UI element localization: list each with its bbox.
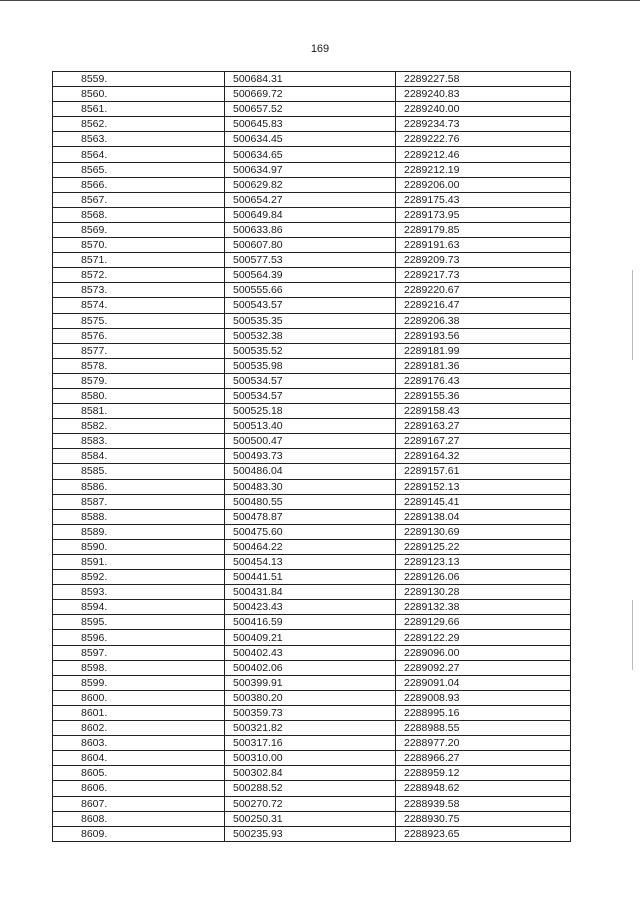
point-number-cell: 8602.: [53, 721, 225, 736]
y-coordinate-cell: 2289181.99: [396, 343, 571, 358]
point-number-cell: 8567.: [53, 192, 225, 207]
y-coordinate-cell: 2289123.13: [396, 555, 571, 570]
point-number-cell: 8559.: [53, 72, 225, 87]
point-number-cell: 8581.: [53, 404, 225, 419]
point-number-cell: 8604.: [53, 751, 225, 766]
table-row: [53, 358, 571, 373]
table-row: [53, 87, 571, 102]
y-coordinate-cell: 2289129.66: [396, 615, 571, 630]
point-number-cell: 8560.: [53, 87, 225, 102]
y-coordinate-cell: 2289008.93: [396, 690, 571, 705]
point-number-cell: 8583.: [53, 434, 225, 449]
y-coordinate-cell: 2288930.75: [396, 811, 571, 826]
point-number-cell: 8584.: [53, 449, 225, 464]
scan-margin-mark: [632, 600, 633, 670]
x-coordinate-cell: 500431.84: [225, 585, 396, 600]
x-coordinate-cell: 500409.21: [225, 630, 396, 645]
point-number-cell: 8590.: [53, 539, 225, 554]
table-row: [53, 736, 571, 751]
x-coordinate-cell: 500535.98: [225, 358, 396, 373]
point-number-cell: 8572.: [53, 268, 225, 283]
x-coordinate-cell: 500532.38: [225, 328, 396, 343]
point-number-cell: 8587.: [53, 494, 225, 509]
point-number-cell: 8580.: [53, 388, 225, 403]
coordinates-table: [52, 71, 571, 842]
x-coordinate-cell: 500359.73: [225, 705, 396, 720]
y-coordinate-cell: 2289163.27: [396, 419, 571, 434]
point-number-cell: 8598.: [53, 660, 225, 675]
table-row: [53, 539, 571, 554]
y-coordinate-cell: 2289157.61: [396, 464, 571, 479]
x-coordinate-cell: 500416.59: [225, 615, 396, 630]
x-coordinate-cell: 500493.73: [225, 449, 396, 464]
table-row: [53, 388, 571, 403]
y-coordinate-cell: 2289155.36: [396, 388, 571, 403]
scan-margin-mark: [632, 270, 633, 360]
x-coordinate-cell: 500534.57: [225, 388, 396, 403]
table-row: [53, 660, 571, 675]
table-row: [53, 555, 571, 570]
y-coordinate-cell: 2289138.04: [396, 509, 571, 524]
y-coordinate-cell: 2288948.62: [396, 781, 571, 796]
x-coordinate-cell: 500649.84: [225, 207, 396, 222]
x-coordinate-cell: 500317.16: [225, 736, 396, 751]
table-row: [53, 373, 571, 388]
table-row: [53, 811, 571, 826]
point-number-cell: 8595.: [53, 615, 225, 630]
y-coordinate-cell: 2289175.43: [396, 192, 571, 207]
point-number-cell: 8597.: [53, 645, 225, 660]
table-row: [53, 585, 571, 600]
y-coordinate-cell: 2289173.95: [396, 207, 571, 222]
y-coordinate-cell: 2289193.56: [396, 328, 571, 343]
point-number-cell: 8570.: [53, 238, 225, 253]
point-number-cell: 8582.: [53, 419, 225, 434]
point-number-cell: 8591.: [53, 555, 225, 570]
table-row: [53, 434, 571, 449]
point-number-cell: 8599.: [53, 675, 225, 690]
point-number-cell: 8593.: [53, 585, 225, 600]
x-coordinate-cell: 500535.35: [225, 313, 396, 328]
x-coordinate-cell: 500480.55: [225, 494, 396, 509]
point-number-cell: 8569.: [53, 222, 225, 237]
y-coordinate-cell: 2289091.04: [396, 675, 571, 690]
point-number-cell: 8589.: [53, 524, 225, 539]
x-coordinate-cell: 500235.93: [225, 826, 396, 841]
y-coordinate-cell: 2289096.00: [396, 645, 571, 660]
point-number-cell: 8605.: [53, 766, 225, 781]
table-row: [53, 132, 571, 147]
x-coordinate-cell: 500564.39: [225, 268, 396, 283]
table-row: [53, 826, 571, 841]
table-row: [53, 177, 571, 192]
x-coordinate-cell: 500478.87: [225, 509, 396, 524]
table-row: [53, 268, 571, 283]
point-number-cell: 8562.: [53, 117, 225, 132]
table-row: [53, 313, 571, 328]
point-number-cell: 8588.: [53, 509, 225, 524]
x-coordinate-cell: 500669.72: [225, 87, 396, 102]
x-coordinate-cell: 500633.86: [225, 222, 396, 237]
coordinates-table-body: [53, 72, 571, 842]
point-number-cell: 8578.: [53, 358, 225, 373]
point-number-cell: 8594.: [53, 600, 225, 615]
x-coordinate-cell: 500302.84: [225, 766, 396, 781]
y-coordinate-cell: 2289132.38: [396, 600, 571, 615]
table-row: [53, 630, 571, 645]
x-coordinate-cell: 500634.65: [225, 147, 396, 162]
x-coordinate-cell: 500525.18: [225, 404, 396, 419]
y-coordinate-cell: 2289130.69: [396, 524, 571, 539]
y-coordinate-cell: 2289130.28: [396, 585, 571, 600]
table-row: [53, 162, 571, 177]
y-coordinate-cell: 2289240.00: [396, 102, 571, 117]
y-coordinate-cell: 2289145.41: [396, 494, 571, 509]
table-row: [53, 479, 571, 494]
table-row: [53, 524, 571, 539]
y-coordinate-cell: 2289220.67: [396, 283, 571, 298]
table-row: [53, 509, 571, 524]
table-row: [53, 690, 571, 705]
y-coordinate-cell: 2289158.43: [396, 404, 571, 419]
point-number-cell: 8563.: [53, 132, 225, 147]
y-coordinate-cell: 2288923.65: [396, 826, 571, 841]
x-coordinate-cell: 500250.31: [225, 811, 396, 826]
y-coordinate-cell: 2289152.13: [396, 479, 571, 494]
table-row: [53, 102, 571, 117]
x-coordinate-cell: 500402.43: [225, 645, 396, 660]
y-coordinate-cell: 2289212.46: [396, 147, 571, 162]
y-coordinate-cell: 2289216.47: [396, 298, 571, 313]
y-coordinate-cell: 2289240.83: [396, 87, 571, 102]
table-row: [53, 494, 571, 509]
point-number-cell: 8609.: [53, 826, 225, 841]
x-coordinate-cell: 500555.66: [225, 283, 396, 298]
x-coordinate-cell: 500500.47: [225, 434, 396, 449]
x-coordinate-cell: 500399.91: [225, 675, 396, 690]
point-number-cell: 8596.: [53, 630, 225, 645]
top-rule: [0, 0, 640, 1]
table-row: [53, 464, 571, 479]
table-row: [53, 253, 571, 268]
x-coordinate-cell: 500543.57: [225, 298, 396, 313]
table-row: [53, 117, 571, 132]
point-number-cell: 8592.: [53, 570, 225, 585]
table-row: [53, 298, 571, 313]
point-number-cell: 8603.: [53, 736, 225, 751]
point-number-cell: 8576.: [53, 328, 225, 343]
x-coordinate-cell: 500534.57: [225, 373, 396, 388]
table-row: [53, 404, 571, 419]
page-number: 169: [310, 43, 330, 55]
x-coordinate-cell: 500634.45: [225, 132, 396, 147]
x-coordinate-cell: 500684.31: [225, 72, 396, 87]
x-coordinate-cell: 500483.30: [225, 479, 396, 494]
table-row: [53, 615, 571, 630]
y-coordinate-cell: 2289126.06: [396, 570, 571, 585]
y-coordinate-cell: 2288995.16: [396, 705, 571, 720]
table-row: [53, 283, 571, 298]
table-row: [53, 222, 571, 237]
table-row: [53, 192, 571, 207]
x-coordinate-cell: 500464.22: [225, 539, 396, 554]
table-row: [53, 645, 571, 660]
y-coordinate-cell: 2289234.73: [396, 117, 571, 132]
table-row: [53, 766, 571, 781]
y-coordinate-cell: 2289176.43: [396, 373, 571, 388]
table-row: [53, 147, 571, 162]
point-number-cell: 8585.: [53, 464, 225, 479]
point-number-cell: 8586.: [53, 479, 225, 494]
table-row: [53, 721, 571, 736]
table-row: [53, 72, 571, 87]
x-coordinate-cell: 500402.06: [225, 660, 396, 675]
y-coordinate-cell: 2288977.20: [396, 736, 571, 751]
x-coordinate-cell: 500310.00: [225, 751, 396, 766]
x-coordinate-cell: 500475.60: [225, 524, 396, 539]
table-row: [53, 600, 571, 615]
table-row: [53, 570, 571, 585]
x-coordinate-cell: 500380.20: [225, 690, 396, 705]
table-row: [53, 705, 571, 720]
x-coordinate-cell: 500629.82: [225, 177, 396, 192]
y-coordinate-cell: 2289164.32: [396, 449, 571, 464]
x-coordinate-cell: 500454.13: [225, 555, 396, 570]
point-number-cell: 8564.: [53, 147, 225, 162]
point-number-cell: 8573.: [53, 283, 225, 298]
point-number-cell: 8600.: [53, 690, 225, 705]
table-row: [53, 751, 571, 766]
x-coordinate-cell: 500441.51: [225, 570, 396, 585]
point-number-cell: 8608.: [53, 811, 225, 826]
table-row: [53, 675, 571, 690]
y-coordinate-cell: 2289092.27: [396, 660, 571, 675]
x-coordinate-cell: 500634.97: [225, 162, 396, 177]
y-coordinate-cell: 2288966.27: [396, 751, 571, 766]
x-coordinate-cell: 500423.43: [225, 600, 396, 615]
table-row: [53, 328, 571, 343]
y-coordinate-cell: 2288988.55: [396, 721, 571, 736]
x-coordinate-cell: 500513.40: [225, 419, 396, 434]
table-row: [53, 449, 571, 464]
x-coordinate-cell: 500321.82: [225, 721, 396, 736]
y-coordinate-cell: 2289125.22: [396, 539, 571, 554]
x-coordinate-cell: 500645.83: [225, 117, 396, 132]
point-number-cell: 8577.: [53, 343, 225, 358]
table-row: [53, 207, 571, 222]
y-coordinate-cell: 2288939.58: [396, 796, 571, 811]
x-coordinate-cell: 500657.52: [225, 102, 396, 117]
table-row: [53, 238, 571, 253]
y-coordinate-cell: 2288959.12: [396, 766, 571, 781]
point-number-cell: 8568.: [53, 207, 225, 222]
y-coordinate-cell: 2289181.36: [396, 358, 571, 373]
x-coordinate-cell: 500270.72: [225, 796, 396, 811]
x-coordinate-cell: 500577.53: [225, 253, 396, 268]
table-row: [53, 343, 571, 358]
y-coordinate-cell: 2289217.73: [396, 268, 571, 283]
point-number-cell: 8565.: [53, 162, 225, 177]
y-coordinate-cell: 2289167.27: [396, 434, 571, 449]
x-coordinate-cell: 500288.52: [225, 781, 396, 796]
y-coordinate-cell: 2289222.76: [396, 132, 571, 147]
x-coordinate-cell: 500535.52: [225, 343, 396, 358]
table-row: [53, 796, 571, 811]
point-number-cell: 8571.: [53, 253, 225, 268]
point-number-cell: 8574.: [53, 298, 225, 313]
y-coordinate-cell: 2289206.00: [396, 177, 571, 192]
table-row: [53, 781, 571, 796]
x-coordinate-cell: 500486.04: [225, 464, 396, 479]
point-number-cell: 8606.: [53, 781, 225, 796]
y-coordinate-cell: 2289209.73: [396, 253, 571, 268]
y-coordinate-cell: 2289206.38: [396, 313, 571, 328]
point-number-cell: 8607.: [53, 796, 225, 811]
x-coordinate-cell: 500607.80: [225, 238, 396, 253]
y-coordinate-cell: 2289212.19: [396, 162, 571, 177]
point-number-cell: 8579.: [53, 373, 225, 388]
y-coordinate-cell: 2289122.29: [396, 630, 571, 645]
point-number-cell: 8566.: [53, 177, 225, 192]
point-number-cell: 8561.: [53, 102, 225, 117]
point-number-cell: 8575.: [53, 313, 225, 328]
table-row: [53, 419, 571, 434]
x-coordinate-cell: 500654.27: [225, 192, 396, 207]
y-coordinate-cell: 2289227.58: [396, 72, 571, 87]
point-number-cell: 8601.: [53, 705, 225, 720]
y-coordinate-cell: 2289179.85: [396, 222, 571, 237]
y-coordinate-cell: 2289191.63: [396, 238, 571, 253]
